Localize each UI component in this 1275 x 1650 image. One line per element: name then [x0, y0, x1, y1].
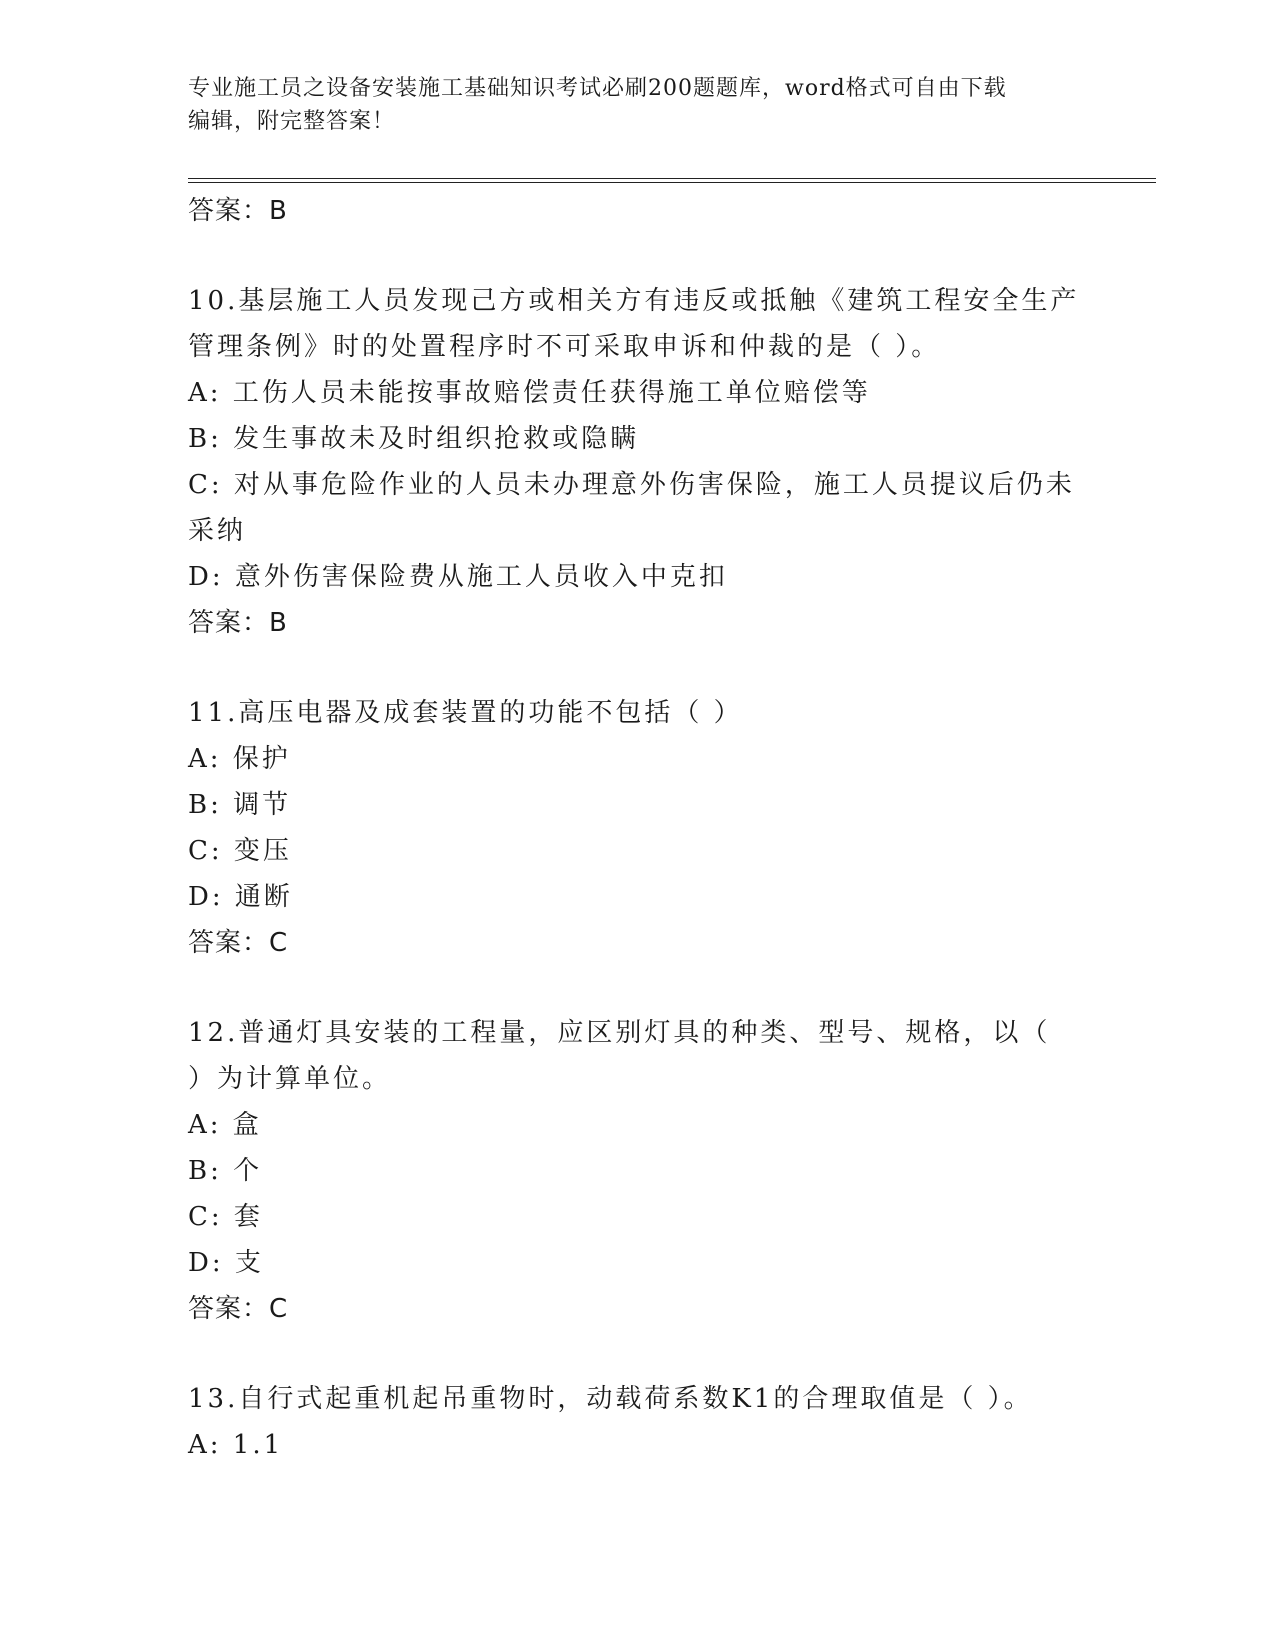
option-a: A: 盒 [188, 1110, 262, 1140]
previous-answer: 答案：B [188, 196, 288, 226]
option-b: B: 调节 [188, 790, 292, 820]
question-13 [188, 1376, 1108, 1468]
option-c: C: 变压 [188, 836, 292, 866]
option-d: D: 意外伤害保险费从施工人员收入中克扣 [188, 562, 728, 592]
spacer [188, 966, 1108, 1010]
question-stem-line1: 12.普通灯具安装的工程量，应区别灯具的种类、型号、规格，以（ [188, 1018, 1051, 1048]
question-list [188, 188, 1108, 1468]
question-stem-line1: 11.高压电器及成套装置的功能不包括（ ） [188, 698, 743, 728]
option-d: D: 通断 [188, 882, 293, 912]
option-b: B: 发生事故未及时组织抢救或隐瞒 [188, 424, 640, 454]
option-c: C: 对从事危险作业的人员未办理意外伤害保险，施工人员提议后仍未 [188, 470, 1075, 500]
option-a: A: 1.1 [188, 1430, 284, 1460]
question-stem-line2: 管理条例》时的处置程序时不可采取申诉和仲裁的是（ ）。 [188, 332, 941, 362]
question-12 [188, 1010, 1108, 1332]
option-b: B: 个 [188, 1156, 263, 1186]
spacer [188, 234, 1108, 278]
spacer [188, 1332, 1108, 1376]
answer: 答案：C [188, 1294, 289, 1324]
question-stem-line1: 13.自行式起重机起吊重物时，动载荷系数K1的合理取值是（ ）。 [188, 1384, 1033, 1414]
header-divider [188, 178, 1156, 183]
question-stem-line2: ）为计算单位。 [188, 1064, 392, 1094]
question-10 [188, 278, 1108, 646]
question-stem-line1: 10.基层施工人员发现己方或相关方有违反或抵触《建筑工程安全生产 [188, 286, 1080, 316]
question-11 [188, 690, 1108, 966]
option-d: D: 支 [188, 1248, 264, 1278]
header-title-line1: 专业施工员之设备安装施工基础知识考试必刷200题题库，word格式可自由下载 [188, 76, 1007, 101]
answer: 答案：B [188, 608, 288, 638]
option-c-continued: 采纳 [188, 516, 247, 546]
answer: 答案：C [188, 928, 289, 958]
option-a: A: 工伤人员未能按事故赔偿责任获得施工单位赔偿等 [188, 378, 871, 408]
option-a: A: 保护 [188, 744, 291, 774]
option-c: C: 套 [188, 1202, 263, 1232]
spacer [188, 646, 1108, 690]
document-header [188, 72, 1068, 138]
header-title-line2: 编辑，附完整答案！ [188, 109, 396, 134]
